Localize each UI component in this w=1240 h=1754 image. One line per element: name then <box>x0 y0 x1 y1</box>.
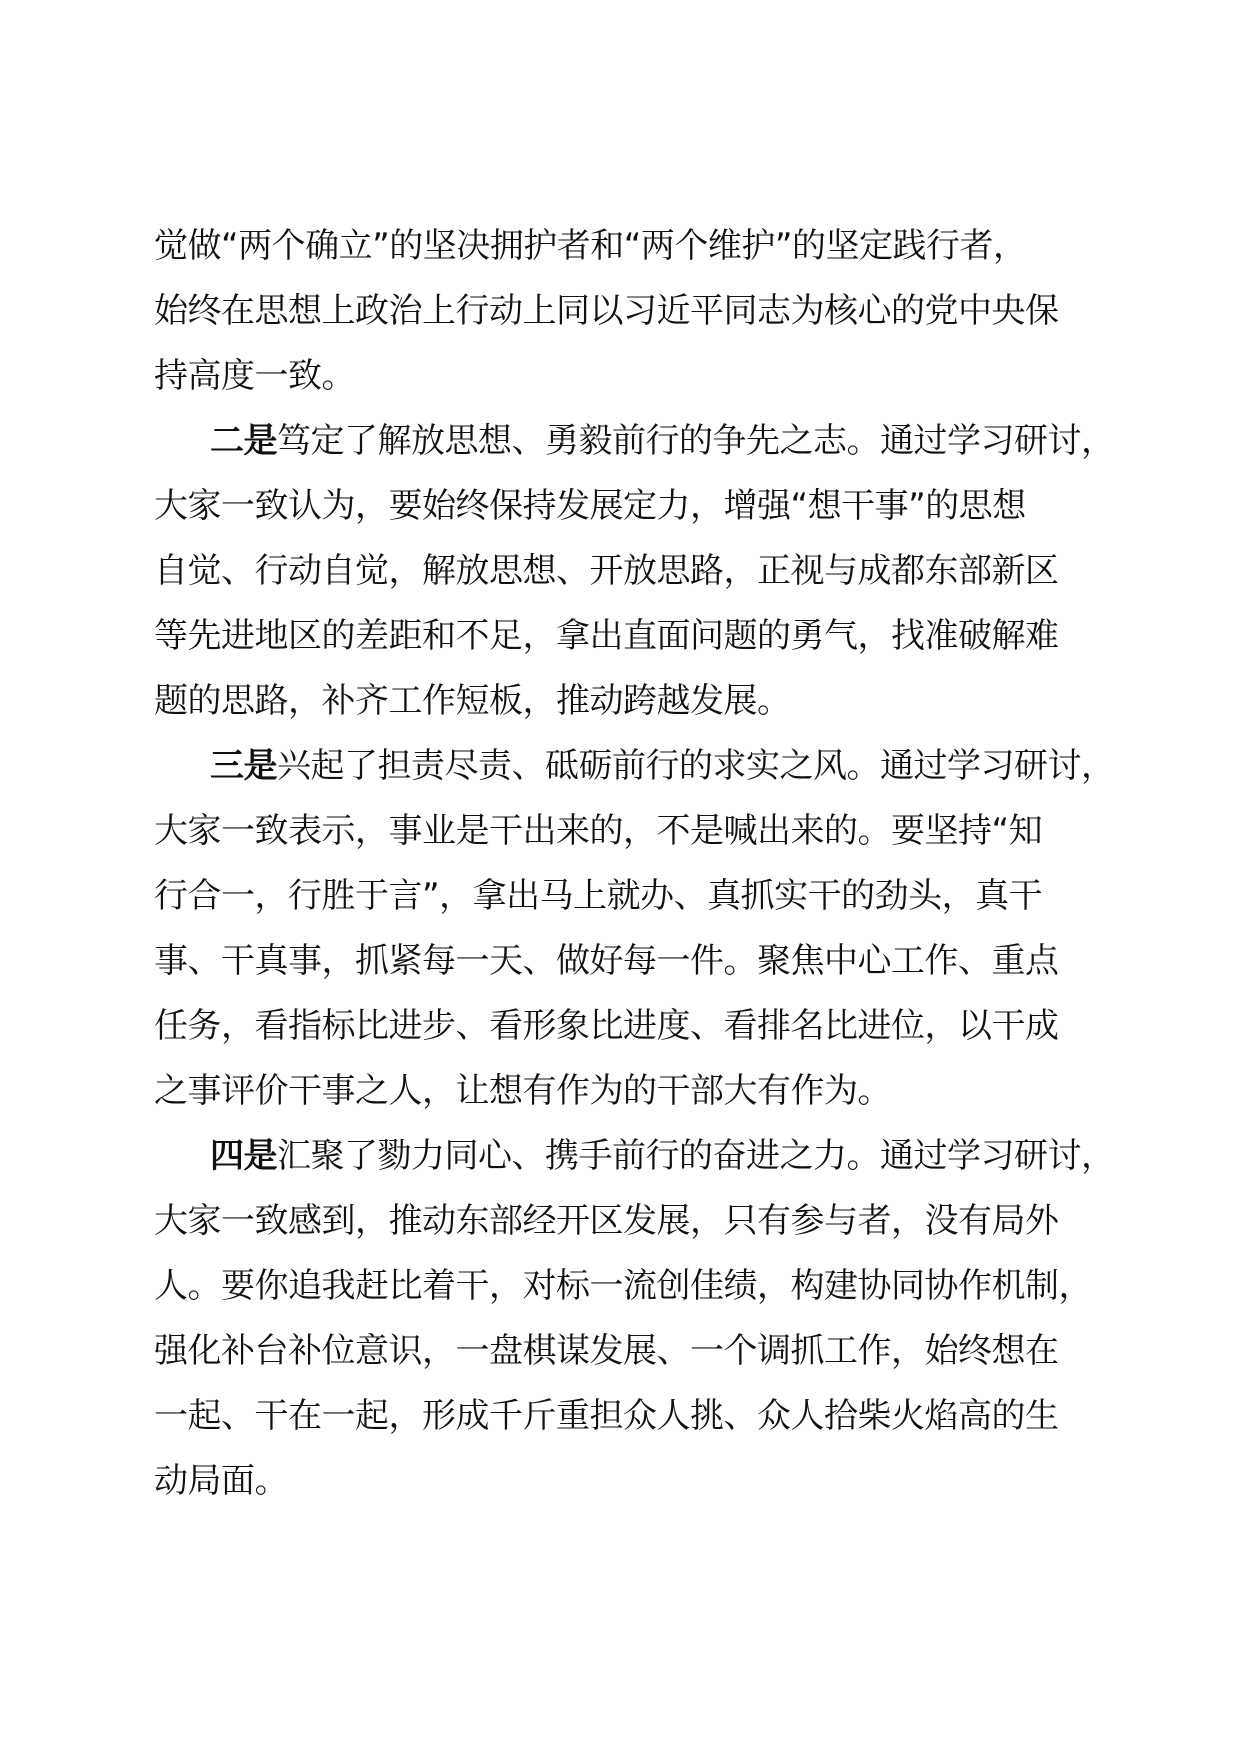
paragraph-three <box>154 734 1114 1124</box>
paragraph-lead: 三是 <box>210 746 277 786</box>
text-line <box>154 734 1114 799</box>
text-line: 人。要你追我赶比着干，对标一流创佳绩，构建协同协作机制， <box>154 1266 1092 1306</box>
text-line: 始终在思想上政治上行动上同以习近平同志为核心的党中央保 <box>154 291 1059 331</box>
text-line: 大家一致表示，事业是干出来的，不是喊出来的。要坚持“知 <box>154 811 1043 851</box>
text-line: 觉做“两个确立”的坚决拥护者和“两个维护”的坚定践行者， <box>154 226 1027 266</box>
text-line-rest: 汇聚了勠力同心、携手前行的奋进之力。通过学习研讨， <box>277 1136 1115 1176</box>
text-line: 等先进地区的差距和不足，拿出直面问题的勇气，找准破解难 <box>154 616 1059 656</box>
text-line: 动局面。 <box>154 1461 288 1501</box>
text-line: 大家一致认为，要始终保持发展定力，增强“想干事”的思想 <box>154 486 1026 526</box>
text-line: 强化补台补位意识，一盘棋谋发展、一个调抓工作，始终想在 <box>154 1331 1059 1371</box>
text-line: 事、干真事，抓紧每一天、做好每一件。聚焦中心工作、重点 <box>154 941 1059 981</box>
paragraph-continuation <box>154 214 1114 409</box>
paragraph-two <box>154 409 1114 734</box>
paragraph-lead: 二是 <box>210 421 277 461</box>
text-line: 行合一，行胜于言”，拿出马上就办、真抓实干的劲头，真干 <box>154 876 1043 916</box>
text-line: 大家一致感到，推动东部经开区发展，只有参与者，没有局外 <box>154 1201 1059 1241</box>
text-line: 持高度一致。 <box>154 356 355 396</box>
document-body <box>154 214 1114 1514</box>
text-line <box>154 1124 1114 1189</box>
text-line: 之事评价干事之人，让想有作为的干部大有作为。 <box>154 1071 891 1111</box>
text-line: 任务，看指标比进步、看形象比进度、看排名比进位，以干成 <box>154 1006 1059 1046</box>
paragraph-four <box>154 1124 1114 1514</box>
text-line <box>154 409 1114 474</box>
paragraph-lead: 四是 <box>210 1136 277 1176</box>
text-line: 题的思路，补齐工作短板，推动跨越发展。 <box>154 681 791 721</box>
text-line: 一起、干在一起，形成千斤重担众人挑、众人拾柴火焰高的生 <box>154 1396 1059 1436</box>
text-line: 自觉、行动自觉，解放思想、开放思路，正视与成都东部新区 <box>154 551 1059 591</box>
text-line-rest: 笃定了解放思想、勇毅前行的争先之志。通过学习研讨， <box>277 421 1115 461</box>
text-line-rest: 兴起了担责尽责、砥砺前行的求实之风。通过学习研讨， <box>277 746 1115 786</box>
